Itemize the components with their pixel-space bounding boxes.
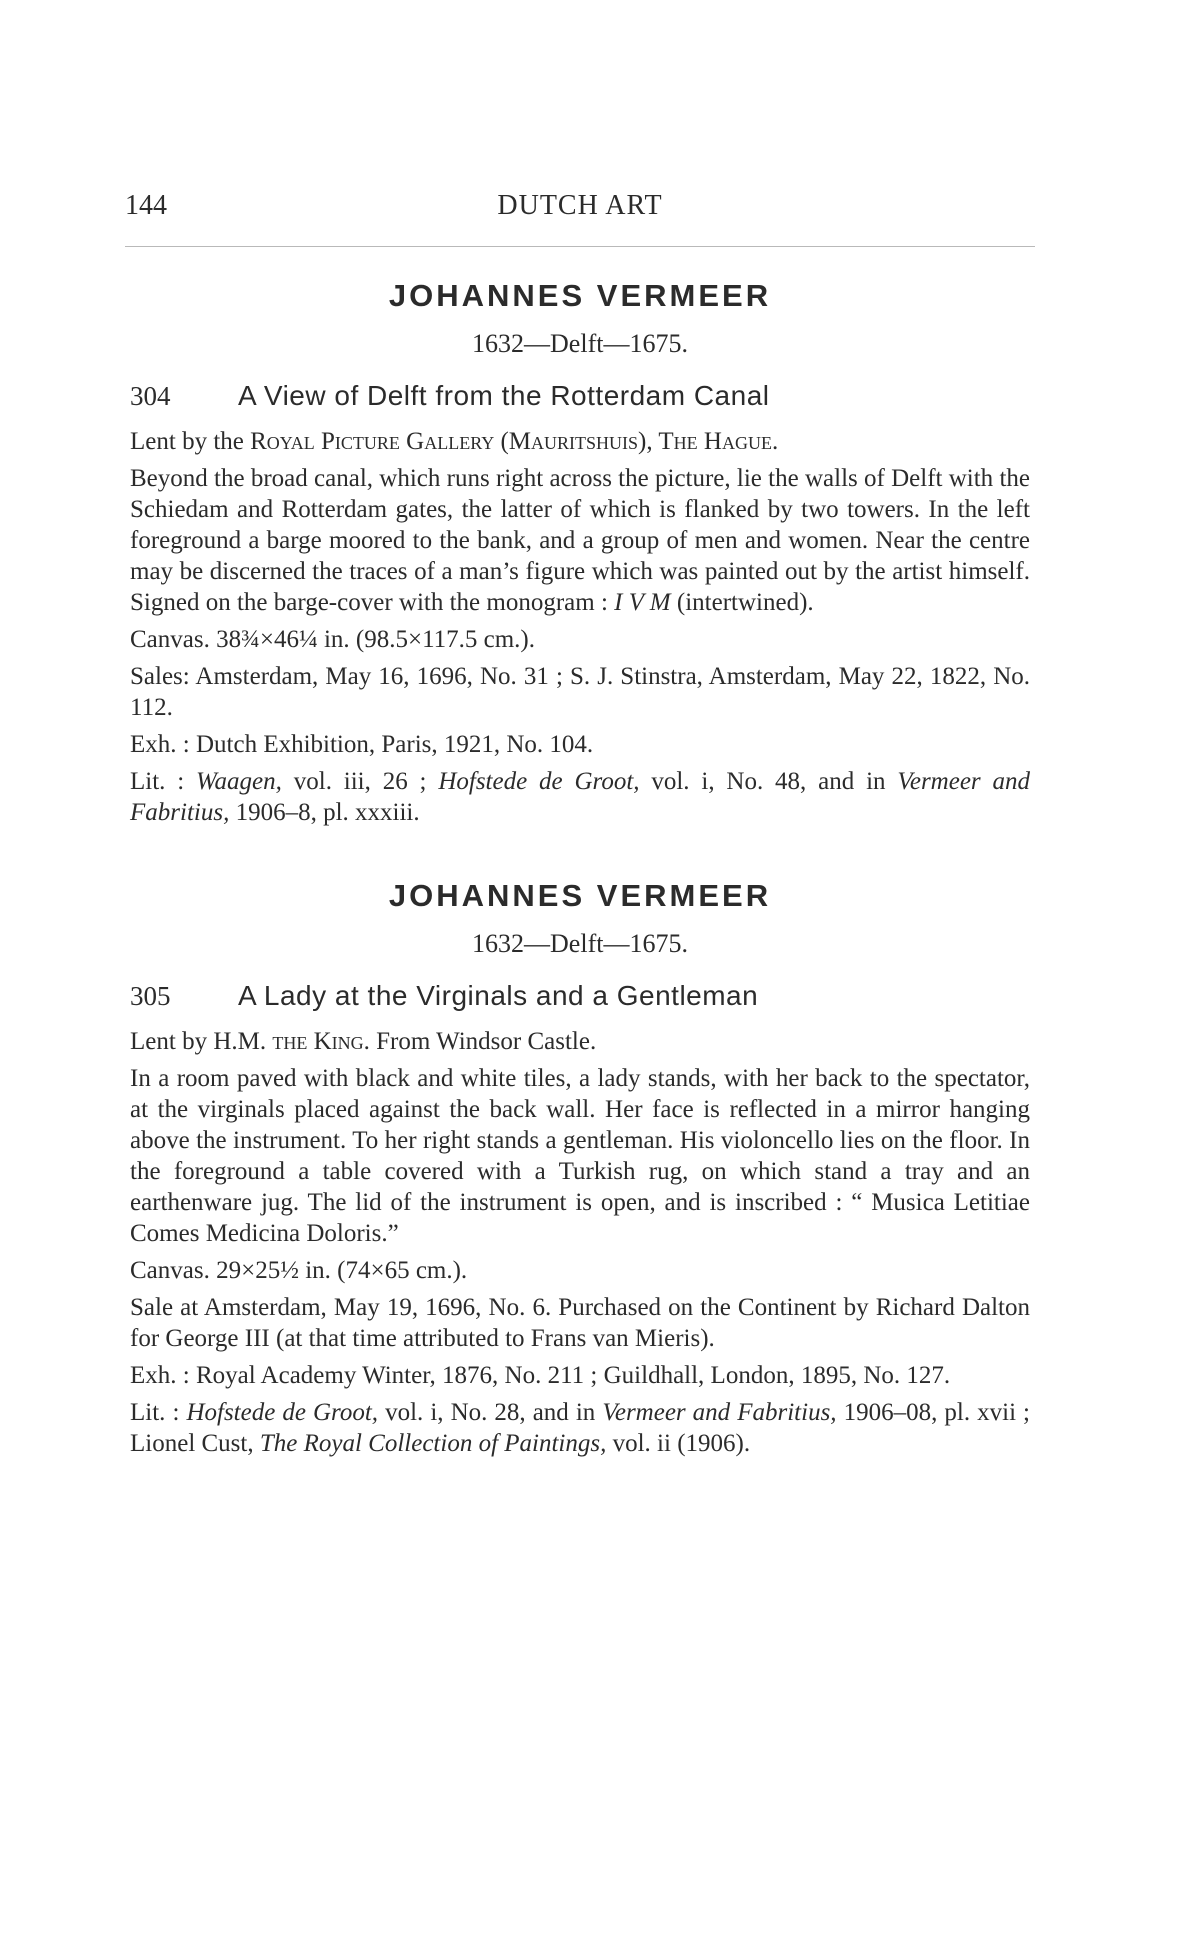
lit-author: Hofstede de Groot, [438, 768, 640, 795]
lit-text: 1906–8, pl. xxxiii. [229, 799, 420, 826]
lit-text: vol. i, No. 48, and in [639, 768, 898, 795]
exhibition-history: Exh. : Dutch Exhibition, Paris, 1921, No. 104. [130, 731, 594, 758]
description-text: Beyond the broad canal, which runs right across the picture, lie the walls of Delft with the Schiedam and Rotterdam gates, the latter of which is flanked by two towers. In the left foreground a barge moored to the bank, and a group of men and women. Near the centre may be discerned the traces of a man’s figure which was painted out by the artist himself. Signed on the barge-cover with the monogram : [130, 465, 1030, 616]
literature [130, 1397, 1030, 1459]
lit-text: vol. ii (1906). [606, 1430, 751, 1457]
lit-author: Hofstede de Groot, [186, 1399, 379, 1426]
entry-number: 304 [130, 381, 171, 411]
painting-description [130, 463, 1030, 618]
literature [130, 766, 1030, 828]
canvas-dimensions: Canvas. 38¾×46¼ in. (98.5×117.5 cm.). [130, 626, 536, 653]
lit-text: vol. i, No. 28, and in [378, 1399, 603, 1426]
artist-heading: JOHANNES VERMEER [388, 878, 772, 913]
painting-title: A Lady at the Virginals and a Gentleman [238, 980, 759, 1011]
artist-dates: 1632—Delft—1675. [472, 929, 688, 958]
lender-prefix: Lent by [130, 1028, 214, 1055]
catalogue-entry-305 [130, 868, 1030, 1459]
lender-line [130, 1026, 1030, 1057]
running-title: DUTCH ART [497, 190, 663, 221]
lender-name: H.M. the King. [213, 1028, 370, 1055]
header-rule [125, 246, 1035, 247]
lit-author: Waagen, [196, 768, 282, 795]
catalogue-content [130, 268, 1030, 1465]
lit-book: Vermeer and Fabritius, [602, 1399, 837, 1426]
lit-text: 1906–08, pl. xvii ; Lionel Cust, [130, 1399, 1030, 1457]
page-number: 144 [125, 190, 167, 221]
lit-prefix: Lit. : [130, 768, 197, 795]
entry-title-row [130, 970, 1030, 1022]
entry-separator [130, 834, 1030, 868]
lit-text: vol. iii, 26 ; [281, 768, 439, 795]
painting-title: A View of Delft from the Rotterdam Canal [238, 380, 770, 411]
artist-heading: JOHANNES VERMEER [388, 278, 772, 313]
lit-book: Vermeer and Fabritius, [130, 768, 1030, 826]
monogram: I V M [614, 589, 671, 616]
lender-prefix: Lent by the [130, 428, 251, 455]
description-end: (intertwined). [670, 589, 814, 616]
canvas-dimensions: Canvas. 29×25½ in. (74×65 cm.). [130, 1257, 468, 1284]
lender-line [130, 426, 1030, 457]
lender-name: Royal Picture Gallery (Mauritshuis), The Hague. [250, 428, 779, 455]
entry-number: 305 [130, 981, 171, 1011]
exhibition-history: Exh. : Royal Academy Winter, 1876, No. 211 ; Guildhall, London, 1895, No. 127. [130, 1362, 951, 1389]
sales-history: Sales: Amsterdam, May 16, 1696, No. 31 ; S. J. Stinstra, Amsterdam, May 22, 1822, No. 112. [130, 663, 1030, 721]
painting-description: In a room paved with black and white tiles, a lady stands, with her back to the spectator, at the virginals placed against the back wall. Her face is reflected in a mirror hanging above the instrument. To her right stands a gentleman. His violoncello lies on the floor. In the foreground a table covered with a Turkish rug, on which stand a tray and an earthenware jug. The lid of the instrument is open, and is inscribed : “ Musica Letitiae Comes Medicina Doloris.” [130, 1065, 1030, 1247]
catalogue-entry-304 [130, 268, 1030, 828]
entry-title-row [130, 370, 1030, 422]
lender-suffix: From Windsor Castle. [369, 1028, 597, 1055]
lit-book: The Royal Collection of Paintings, [259, 1430, 607, 1457]
sales-history: Sale at Amsterdam, May 19, 1696, No. 6. Purchased on the Continent by Richard Dalton for George III (at that time attributed to Frans van Mieris). [130, 1294, 1030, 1352]
lit-prefix: Lit. : [130, 1399, 187, 1426]
artist-dates: 1632—Delft—1675. [472, 329, 688, 358]
page-header [125, 190, 1035, 226]
